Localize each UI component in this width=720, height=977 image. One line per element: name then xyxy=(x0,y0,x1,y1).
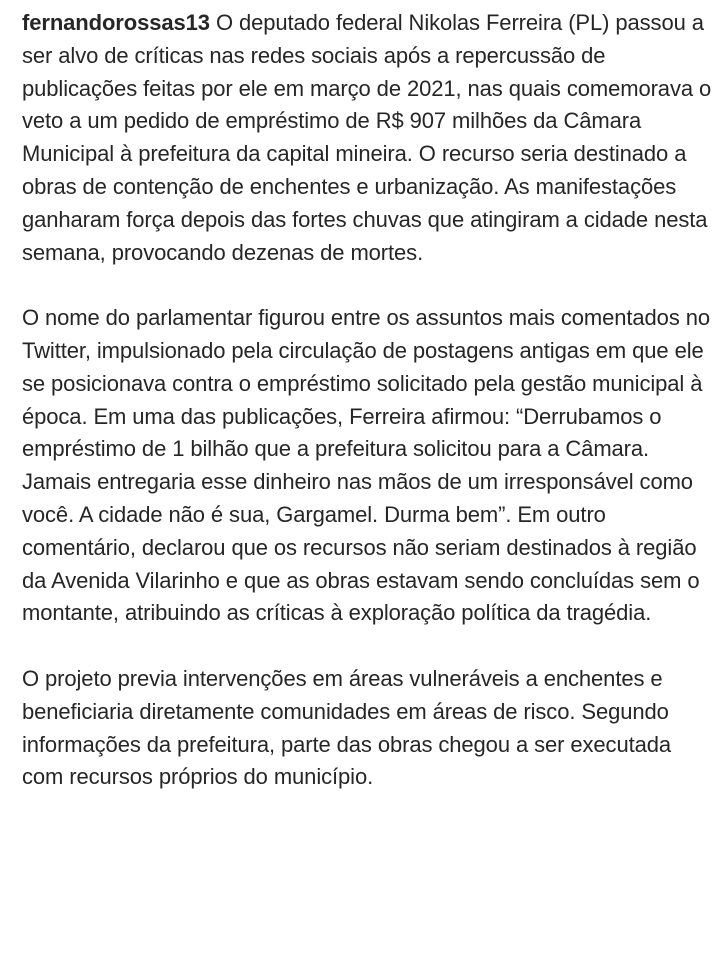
caption-paragraph-3: O projeto previa intervenções em áreas vulneráveis a enchentes e beneficiaria diretamente comunidades em áreas de risco. Segundo informações da prefeitura, parte das obras chegou a ser executada com recursos próprios do município. xyxy=(22,665,672,790)
username-link[interactable]: fernandorossas13 xyxy=(22,10,210,35)
caption-text-1: O deputado federal Nikolas Ferreira (PL) passou a ser alvo de críticas nas redes sociais após a repercussão de publicações feitas por ele em março de 2021, nas quais comemorava o veto a um pedido de empréstimo de R$ 907 milhões da Câmara Municipal à prefeitura da capital mineira. O recurso seria destinado a obras de contenção de enchentes e urbanização. As manifestações ganharam força depois das fortes chuvas que atingiram a cidade nesta semana, provocando dezenas de mortes. xyxy=(22,10,712,265)
caption-paragraph-1 xyxy=(22,7,712,269)
post-caption xyxy=(22,7,712,794)
caption-paragraph-2: O nome do parlamentar figurou entre os assuntos mais comentados no Twitter, impulsionado pela circulação de postagens antigas em que ele se posicionava contra o empréstimo solicitado pela gestão municipal à época. Em uma das publicações, Ferreira afirmou: “Derrubamos o empréstimo de 1 bilhão que a prefeitura solicitou para a Câmara. Jamais entregaria esse dinheiro nas mãos de um irresponsável como você. A cidade não é sua, Gargamel. Durma bem”. Em outro comentário, declarou que os recursos não seriam destinados à região da Avenida Vilarinho e que as obras estavam sendo concluídas sem o montante, atribuindo as críticas à exploração política da tragédia. xyxy=(22,305,711,626)
